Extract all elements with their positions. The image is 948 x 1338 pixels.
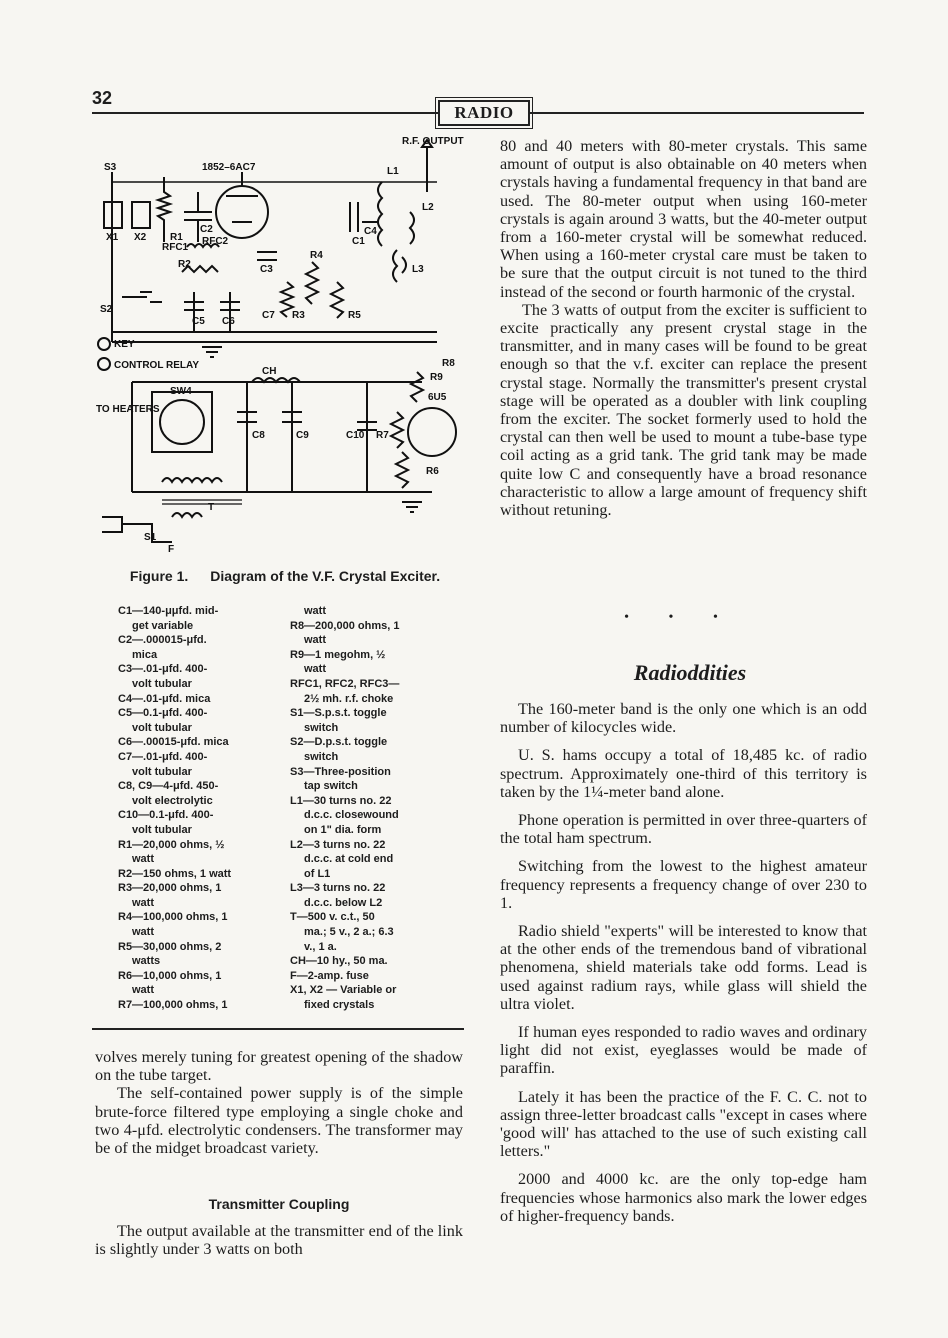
label-c2: C2 (200, 224, 213, 235)
parts-list-item: R8—200,000 ohms, 1 (290, 619, 400, 632)
parts-list-item: C8, C9—4-μfd. 450- (118, 780, 219, 793)
oddity-paragraph: Lately it has been the practice of the F. C. C. not to assign three-letter broadcast calls "except in cases where 'good will' has attached to the use of such existing call letters." (500, 1087, 867, 1161)
label-r9: R9 (430, 372, 443, 383)
parts-list-item: C4—.01-μfd. mica (118, 692, 211, 705)
label-r5: R5 (348, 310, 361, 321)
oddity-paragraph: Phone operation is permitted in over three-quarters of the total ham spectrum. (500, 811, 867, 848)
paragraph: 80 and 40 meters with 80-meter crystals. This same amount of output is also obtainable on 40 meters when crystals having a fundamental frequency in that band are used. The 80-meter output when using 160-meter crystals is again around 3 watts, but the 40-meter output from a 160-meter crystal will be somewhat reduced. When using a 160-meter crystal care must be taken to be sure that the output circuit is not tuned to the third instead of the second or fourth harmonic of the crystal. (500, 137, 867, 301)
parts-list-item: volt tubular (132, 677, 192, 690)
parts-list-item: 2½ mh. r.f. choke (304, 692, 394, 705)
label-s1: S1 (144, 532, 157, 543)
label-c1: C1 (352, 236, 365, 247)
radioddities-heading: Radioddities (633, 660, 747, 685)
label-r6: R6 (426, 466, 439, 477)
oddity-paragraph: Radio shield "experts" will be interested to know that at the other ends of the tremendous band of vibrational phenomena, shield materials take odd forms. Lead is used against radium rays, while glass will shield the ultra violet. (500, 922, 867, 1013)
figure-rule (92, 1028, 464, 1030)
paragraph: volves merely tuning for greatest opening of the shadow on the tube target. (95, 1048, 463, 1085)
page-number: 32 (92, 88, 113, 108)
parts-list-item: R5—30,000 ohms, 2 (118, 940, 222, 953)
paragraph: The output available at the transmitter end of the link is slightly under 3 watts on both (95, 1222, 463, 1259)
parts-list-item: d.c.c. below L2 (304, 896, 383, 909)
label-l2: L2 (422, 202, 434, 213)
section-heading: Transmitter Coupling (208, 1196, 350, 1212)
parts-list-item: watt (132, 853, 154, 866)
parts-list-item: L1—30 turns no. 22 (290, 794, 392, 807)
label-key: KEY (114, 339, 135, 350)
schematic-diagram (92, 132, 470, 552)
label-r8: R8 (442, 358, 455, 369)
parts-list-item: volt tubular (132, 765, 192, 778)
label-c7: C7 (262, 310, 275, 321)
label-x1: X1 (106, 232, 119, 243)
parts-list-item: volt tubular (132, 721, 192, 734)
parts-list-item: watt (304, 634, 326, 647)
oddity-paragraph: The 160-meter band is the only one which is an odd number of kilocycles wide. (500, 700, 867, 737)
parts-list-item: d.c.c. at cold end (304, 853, 394, 866)
parts-list-item: watt (304, 605, 326, 617)
parts-list-item: C7—.01-μfd. 400- (118, 750, 208, 763)
label-x2: X2 (134, 232, 147, 243)
label-c9: C9 (296, 430, 309, 441)
label-c5: C5 (192, 316, 205, 327)
figure-caption (110, 568, 460, 585)
figure-number: Figure 1. (129, 568, 189, 584)
parts-list-item: C2—.000015-μfd. (118, 634, 207, 647)
parts-list-item: R2—150 ohms, 1 watt (118, 867, 232, 880)
parts-list-item: L2—3 turns no. 22 (290, 838, 386, 851)
parts-list-item: tap switch (304, 780, 358, 793)
parts-list-item: R1—20,000 ohms, ½ (118, 838, 225, 851)
left-column-text (95, 1048, 463, 1157)
right-column-text (500, 137, 867, 519)
parts-list-item: on 1" dia. form (304, 823, 382, 836)
label-c3: C3 (260, 264, 273, 275)
label-t: T (208, 502, 215, 513)
label-r1: R1 (170, 232, 183, 243)
parts-list-item: T—500 v. c.t., 50 (290, 911, 375, 924)
parts-list-item: volt electrolytic (132, 794, 213, 807)
label-l1: L1 (387, 166, 399, 177)
parts-list-right (290, 604, 440, 1013)
paragraph: The 3 watts of output from the exciter is sufficient to excite practically any present crystal stage in the transmitter, and in many cases will be found to be great enough so that the v.f. exciter can replace the present crystal stage. Normally the transmitter's present crystal stage will be operated as a doubler with link coupling from the exciter. The socket formerly used to hold the crystal can then well be used to mount a tube-base type coil acting as a grid tank. The grid tank may be made quite low C and consequently have a broad resonance characteristic to allow a large amount of frequency shift without retuning. (500, 300, 867, 520)
oddity-paragraph: U. S. hams occupy a total of 18,485 kc. of radio spectrum. Approximately one-third of this territory is taken by the 1¼-meter band alone. (500, 746, 867, 801)
parts-list-item: C10—0.1-μfd. 400- (118, 809, 214, 822)
parts-list-item: RFC1, RFC2, RFC3— (290, 677, 400, 690)
label-f: F (168, 544, 175, 552)
left-column-text-2 (95, 1222, 463, 1258)
parts-list-item: switch (304, 750, 339, 763)
label-r7: R7 (376, 430, 389, 441)
parts-list-item: C3—.01-μfd. 400- (118, 663, 208, 676)
parts-list-item: switch (304, 721, 339, 734)
parts-list-item: CH—10 hy., 50 ma. (290, 955, 388, 968)
parts-list-left (118, 604, 270, 1013)
parts-list-item: mica (132, 648, 158, 661)
label-s2: S2 (100, 304, 113, 315)
parts-list-item: S1—S.p.s.t. toggle (290, 707, 387, 720)
parts-list-item: R4—100,000 ohms, 1 (118, 911, 228, 924)
label-tube-1852: 1852–6AC7 (202, 162, 256, 173)
parts-list-item: R7—100,000 ohms, 1 (118, 999, 228, 1012)
label-c4: C4 (364, 226, 377, 237)
parts-list-item: watt (304, 663, 326, 676)
label-rfc1: RFC1 (162, 242, 189, 253)
parts-list-item: F—2-amp. fuse (290, 969, 369, 982)
label-control-relay: CONTROL RELAY (114, 360, 200, 371)
parts-list-item: R6—10,000 ohms, 1 (118, 969, 222, 982)
label-rf-output: R.F. OUTPUT (402, 136, 464, 147)
label-r2: R2 (178, 259, 191, 270)
parts-list-item: X1, X2 — Variable or (290, 984, 397, 997)
label-r4: R4 (310, 250, 323, 261)
parts-list-item: S3—Three-position (290, 765, 391, 778)
figure-title: Diagram of the V.F. Crystal Exciter. (210, 568, 441, 584)
oddity-paragraph: 2000 and 4000 kc. are the only top-edge ham frequencies whose harmonics also mark the lower edges of higher-frequency bands. (500, 1170, 867, 1225)
label-sw4: SW4 (170, 386, 192, 397)
parts-list-item: C6—.00015-μfd. mica (118, 736, 229, 749)
label-l3: L3 (412, 264, 424, 275)
parts-list-item: ma.; 5 v., 2 a.; 6.3 (304, 926, 394, 939)
paragraph: The self-contained power supply is of the simple brute-force filtered type employing a single choke and two 4-μfd. electrolytic condensers. The transformer may be of the midget broadcast variety. (95, 1084, 463, 1158)
parts-list-item: watt (132, 926, 154, 939)
radioddities-list (500, 700, 867, 1235)
parts-list-item: R9—1 megohm, ½ (290, 648, 386, 661)
parts-list-item: watts (132, 955, 161, 968)
parts-list-item: d.c.c. closewound (304, 809, 399, 822)
label-r3: R3 (292, 310, 305, 321)
label-to-heaters: TO HEATERS (96, 404, 160, 415)
label-c6: C6 (222, 316, 235, 327)
label-rfc2: RFC2 (202, 236, 229, 247)
oddity-paragraph: If human eyes responded to radio waves and ordinary light did not exist, eyeglasses would be made of paraffin. (500, 1023, 867, 1078)
parts-list-item: S2—D.p.s.t. toggle (290, 736, 388, 749)
parts-list-item: volt tubular (132, 823, 192, 836)
masthead: RADIO (438, 100, 530, 126)
parts-list-item: get variable (132, 619, 194, 632)
label-c10: C10 (346, 430, 365, 441)
parts-list-item: watt (132, 896, 154, 909)
separator-dots: • • • (624, 610, 736, 625)
parts-list-item: C1—140-μμfd. mid- (118, 605, 219, 617)
parts-list-item: R3—20,000 ohms, 1 (118, 882, 222, 895)
label-ch: CH (262, 366, 277, 377)
parts-list-item: fixed crystals (304, 999, 375, 1012)
oddity-paragraph: Switching from the lowest to the highest amateur frequency represents a frequency change of over 230 to 1. (500, 857, 867, 912)
label-s3: S3 (104, 162, 117, 173)
parts-list-item: v., 1 a. (304, 940, 337, 953)
parts-list-item: C5—0.1-μfd. 400- (118, 707, 208, 720)
parts-list-item: of L1 (304, 867, 331, 880)
label-c8: C8 (252, 430, 265, 441)
label-tube-6u5: 6U5 (428, 392, 447, 403)
parts-list-item: L3—3 turns no. 22 (290, 882, 386, 895)
parts-list-item: watt (132, 984, 154, 997)
